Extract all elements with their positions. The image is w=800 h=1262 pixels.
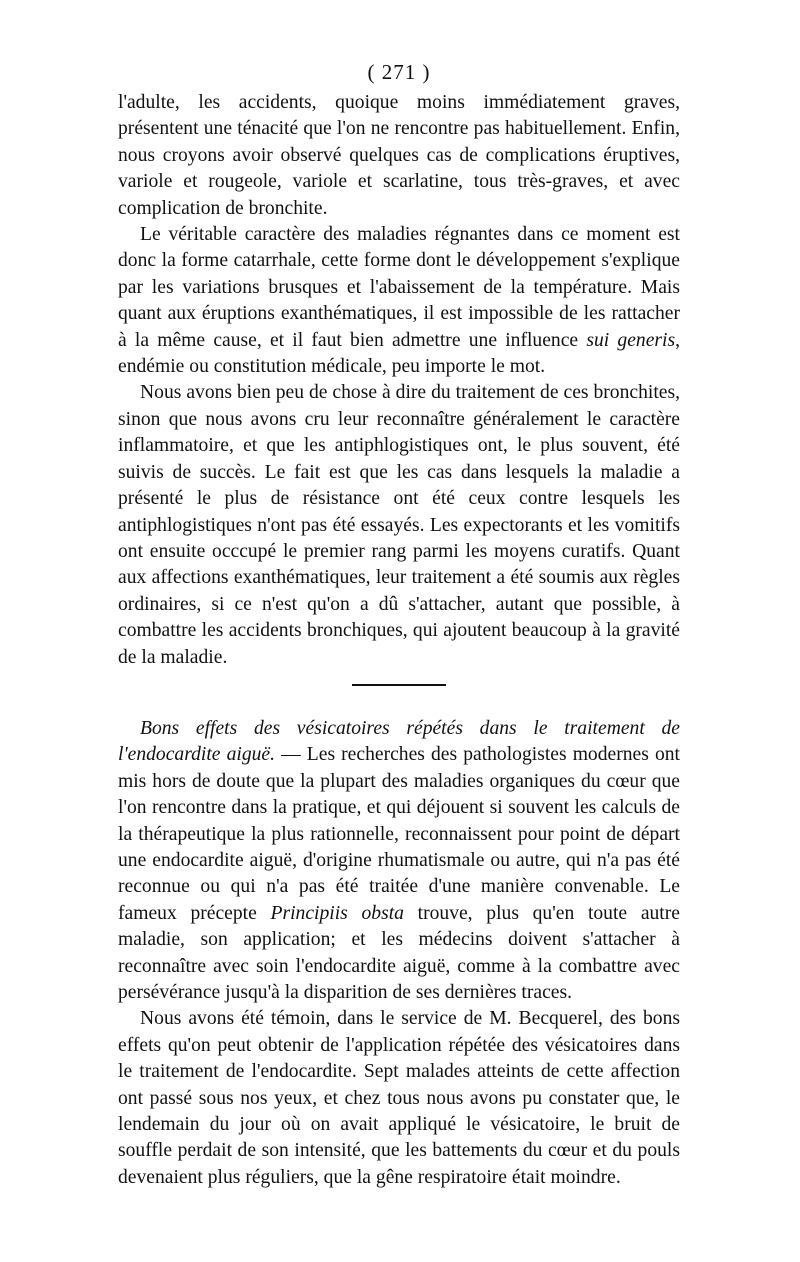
page-number: ( 271 ) <box>367 60 431 84</box>
article-title: Bons effets des vésicatoires répétés dans le traitement de l'endocardite aiguë. <box>118 717 680 766</box>
paragraph-catarrhal-tail: , endémie ou constitution médicale, peu importe le mot. <box>118 329 681 378</box>
article-intro-start: — Les recherches des pathologistes modernes ont mis hors de doute que la plupart des maladies organiques du cœur que l'on rencontre dans la pratique, et qui déjouent si souvent les calculs de la thérapeutique la plus rationnelle, reconnaissent pour point de départ une endocardite aiguë, d'origine rhumatismale ou autre, qui n'a pas été reconnue ou qui n'a pas été traitée d'une manière convenable. Le fameux précepte <box>118 744 680 924</box>
section-divider <box>352 684 446 686</box>
sui-generis-italic: sui generis <box>586 329 676 351</box>
article-intro-end: trouve, plus qu'en toute autre maladie, son application; et les médecins doivent s'attacher à reconnaître avec soin l'endocardite aiguë, comme à la combattre avec persévérance jusqu'à la disparition de ses dernières traces. <box>118 902 680 1003</box>
paragraph-article-intro <box>118 716 680 1006</box>
paragraph-catarrhal-form <box>118 222 680 380</box>
paragraph-catarrhal-text: Le véritable caractère des maladies régnantes dans ce moment est donc la forme catarrhale, cette forme dont le développement s'explique par les variations brusques et l'abaissement de la température. Mais quant aux éruptions exanthématiques, il est impossible de les rattacher à la même cause, et il faut bien admettre une influence <box>118 224 680 351</box>
book-page <box>118 58 680 1191</box>
paragraph-treatment: Nous avons bien peu de chose à dire du traitement de ces bronchites, sinon que nous avons cru leur reconnaître généralement le caractère inflammatoire, et que les antiphlogistiques ont, le plus souvent, été suivis de succès. Le fait est que les cas dans lesquels la maladie a présenté le plus de résistance ont été ceux contre lesquels les antiphlogistiques n'ont pas été essayés. Les expectorants et les vomitifs ont ensuite occcupé le premier rang parmi les moyens curatifs. Quant aux affections exanthématiques, leur traitement a été soumis aux règles ordinaires, si ce n'est qu'on a dû s'attacher, autant que possible, à combattre les accidents bronchiques, qui ajoutent beaucoup à la gravité de la maladie. <box>118 382 680 668</box>
paragraph-complications: l'adulte, les accidents, quoique moins immédiatement graves, présentent une ténacité que l'on ne rencontre pas habituellement. Enfin, nous croyons avoir observé quelques cas de complications éruptives, variole et rougeole, variole et scarlatine, tous très-graves, et avec complication de bronchite. <box>118 92 680 219</box>
paragraph-becquerel-service: Nous avons été témoin, dans le service de M. Becquerel, des bons effets qu'on peut obtenir de l'application répétée des vésicatoires dans le traitement de l'endocardite. Sept malades atteints de cette affection ont passé sous nos yeux, et chez tous nous avons pu constater que, le lendemain du jour où on avait appliqué le vésicatoire, le bruit de souffle perdait de son intensité, que les battements du cœur et du pouls devenaient plus réguliers, que la gêne respiratoire était moindre. <box>118 1008 680 1188</box>
principiis-obsta-italic: Principiis obsta <box>270 902 404 924</box>
